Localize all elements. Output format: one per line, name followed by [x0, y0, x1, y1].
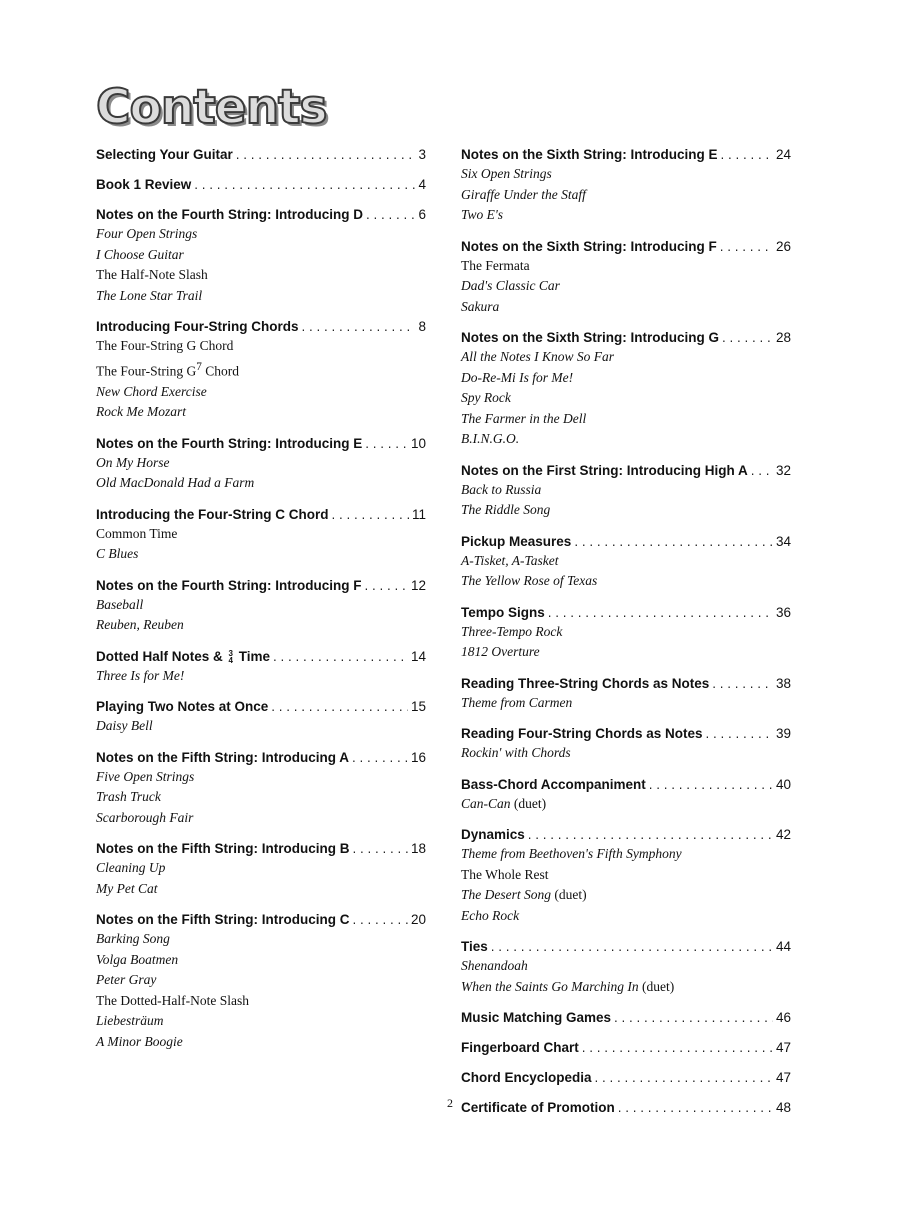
toc-entry — [96, 145, 426, 164]
toc-page-number: 28 — [775, 330, 791, 345]
leader-dots — [301, 317, 415, 336]
toc-subitem: Barking Song — [96, 931, 170, 946]
toc-heading-title: Notes on the Sixth String: Introducing F — [461, 238, 717, 254]
leader-dots — [528, 825, 773, 844]
toc-subitem: Reuben, Reuben — [96, 617, 184, 632]
leader-dots — [364, 576, 408, 595]
toc-heading-title: Playing Two Notes at Once — [96, 699, 269, 714]
toc-page-number: 11 — [411, 506, 426, 522]
toc-page-number: 12 — [410, 577, 426, 593]
toc-heading — [461, 937, 791, 956]
toc-heading-title: Fingerboard Chart — [461, 1040, 579, 1055]
toc-heading-title: Selecting Your Guitar — [96, 147, 233, 162]
toc-page-number: 46 — [775, 1010, 791, 1025]
toc-heading-title: Reading Four-String Chords as Notes — [461, 726, 703, 741]
leader-dots — [331, 505, 409, 524]
toc-heading — [461, 775, 791, 794]
toc-heading — [461, 1068, 791, 1087]
toc-subitem: Cleaning Up — [96, 860, 166, 875]
toc-heading — [96, 748, 426, 767]
toc-subitem: The Half-Note Slash — [96, 267, 208, 282]
toc-subitem: Back to Russia — [461, 481, 542, 497]
toc-entry — [461, 603, 791, 663]
toc-entry — [461, 461, 791, 521]
toc-heading — [96, 839, 426, 858]
toc-page-number: 14 — [410, 648, 426, 664]
toc-heading-title: Introducing the Four-String C Chord — [96, 506, 329, 522]
toc-heading — [461, 145, 791, 164]
toc-heading-title: Notes on the Fifth String: Introducing C — [96, 912, 350, 927]
toc-page-number: 15 — [410, 699, 426, 714]
toc-heading — [96, 205, 426, 224]
toc-heading-title: Notes on the Sixth String: Introducing G — [461, 330, 719, 345]
toc-subitem: Sakura — [461, 298, 500, 314]
toc-subitem: Scarborough Fair — [96, 809, 194, 825]
toc-subitem: Theme from Beethoven's Fifth Symphony — [461, 846, 682, 861]
toc-page-number: 39 — [775, 726, 791, 741]
toc-subitem: Three Is for Me! — [96, 667, 185, 683]
toc-entry — [461, 1068, 791, 1087]
toc-heading-title: Ties — [461, 939, 488, 954]
toc-heading-title: Notes on the Fifth String: Introducing B — [96, 841, 350, 856]
leader-dots — [721, 145, 773, 164]
toc-heading-title: Chord Encyclopedia — [461, 1070, 592, 1085]
toc-subitem: The Lone Star Trail — [96, 287, 203, 303]
toc-heading-title: Notes on the Fifth String: Introducing A — [96, 749, 349, 765]
leader-dots — [595, 1068, 773, 1087]
toc-heading-title: Introducing Four-String Chords — [96, 319, 299, 334]
leader-dots — [491, 937, 773, 956]
toc-subitem: The Whole Rest — [461, 866, 549, 882]
leader-dots — [722, 328, 773, 347]
toc-page-number: 6 — [418, 207, 426, 222]
leader-dots — [352, 748, 408, 767]
toc-subitem: Giraffe Under the Staff — [461, 186, 586, 202]
leader-dots — [273, 647, 408, 666]
toc-entry — [96, 317, 426, 423]
leader-dots — [352, 910, 408, 929]
toc-page-number: 36 — [775, 604, 791, 620]
toc-heading — [96, 505, 426, 524]
duet-note: (duet) — [638, 978, 675, 994]
toc-heading-title: Tempo Signs — [461, 604, 545, 620]
duet-note: (duet) — [551, 887, 587, 902]
toc-subitem: The Farmer in the Dell — [461, 410, 587, 426]
toc-heading — [96, 647, 426, 666]
toc-heading-title: Dynamics — [461, 827, 525, 842]
toc-subitem: B.I.N.G.O. — [461, 431, 520, 446]
toc-page-number: 8 — [418, 319, 426, 334]
toc-subitem: A Minor Boogie — [96, 1033, 183, 1049]
toc-heading — [96, 317, 426, 336]
toc-heading — [461, 724, 791, 743]
toc-entry — [96, 647, 426, 687]
toc-subitem: 1812 Overture — [461, 644, 540, 659]
toc-subitem: Shenandoah — [461, 958, 528, 973]
toc-subitem: Four Open Strings — [96, 226, 198, 241]
toc-entry — [96, 505, 426, 565]
toc-entry — [461, 674, 791, 714]
time-signature-top: 3 — [228, 648, 233, 658]
toc-subitem: A-Tisket, A-Tasket — [461, 552, 559, 568]
toc-page-number: 47 — [775, 1070, 791, 1085]
toc-subitem: Two E's — [461, 207, 504, 222]
toc-entry — [461, 775, 791, 815]
toc-heading — [96, 697, 426, 716]
toc-heading — [96, 576, 426, 595]
toc-heading — [461, 237, 791, 256]
leader-dots — [614, 1008, 773, 1027]
toc-subitem: On My Horse — [96, 454, 170, 470]
leader-dots — [720, 237, 773, 256]
leader-dots — [751, 461, 773, 480]
leader-dots — [706, 724, 773, 743]
toc-subitem: The Riddle Song — [461, 502, 551, 517]
toc-subitem: Spy Rock — [461, 390, 511, 405]
toc-heading — [461, 1008, 791, 1027]
toc-heading — [96, 910, 426, 929]
toc-left-column — [96, 145, 426, 1063]
toc-subitem: The Yellow Rose of Texas — [461, 573, 598, 588]
toc-page-number: 34 — [775, 533, 791, 549]
time-signature — [229, 650, 233, 664]
time-signature-bottom: 4 — [228, 655, 233, 665]
toc-heading-title: Dotted Half Notes & 3 4 Time — [96, 648, 270, 665]
toc-subitem: When the Saints Go Marching In (duet) — [461, 978, 675, 994]
toc-page-number: 20 — [410, 912, 426, 927]
toc-subitem: C Blues — [96, 546, 139, 561]
toc-subitem: All the Notes I Know So Far — [461, 349, 614, 364]
toc-entry — [96, 697, 426, 737]
toc-heading-title: Bass-Chord Accompaniment — [461, 776, 646, 792]
toc-entry — [461, 237, 791, 318]
toc-subitem: Old MacDonald Had a Farm — [96, 475, 255, 490]
toc-entry — [96, 748, 426, 829]
toc-subitem: New Chord Exercise — [96, 383, 207, 399]
toc-subitem: Dad's Classic Car — [461, 278, 560, 293]
toc-subitem: Five Open Strings — [96, 768, 195, 784]
toc-subitem: Six Open Strings — [461, 166, 552, 181]
toc-entry — [461, 825, 791, 926]
leader-dots — [271, 697, 408, 716]
toc-page-number: 16 — [410, 749, 426, 765]
toc-subitem: Common Time — [96, 525, 178, 541]
toc-page-number: 48 — [775, 1100, 791, 1115]
toc-page-number: 38 — [775, 675, 791, 691]
toc-heading — [461, 825, 791, 844]
toc-page-number: 40 — [775, 776, 791, 792]
toc-page-number: 18 — [410, 841, 426, 856]
toc-entry — [96, 205, 426, 306]
leader-dots — [574, 532, 773, 551]
toc-subitem: Trash Truck — [96, 789, 161, 804]
toc-entry — [461, 724, 791, 764]
toc-entry — [461, 937, 791, 997]
leader-dots — [365, 434, 408, 453]
toc-heading-title: Notes on the Sixth String: Introducing E — [461, 147, 718, 162]
toc-heading-title: Music Matching Games — [461, 1010, 612, 1025]
leader-dots — [366, 205, 416, 224]
toc-right-column — [461, 145, 791, 1128]
page-title: Contents — [96, 80, 327, 135]
duet-note: (duet) — [510, 795, 547, 811]
toc-subitem: My Pet Cat — [96, 880, 158, 896]
toc-subitem: Do-Re-Mi Is for Me! — [461, 369, 574, 385]
toc-heading-title: Book 1 Review — [96, 177, 192, 192]
toc-subitem: The Fermata — [461, 257, 530, 273]
leader-dots — [548, 603, 773, 622]
page-number: 2 — [447, 1096, 453, 1110]
leader-dots — [649, 775, 773, 794]
toc-page-number: 47 — [775, 1040, 791, 1055]
toc-page-number: 26 — [775, 238, 791, 254]
toc-subitem: Peter Gray — [96, 972, 157, 987]
toc-subitem: Rockin' with Chords — [461, 745, 571, 760]
leader-dots — [352, 839, 408, 858]
toc-entry — [96, 175, 426, 194]
toc-heading — [96, 434, 426, 453]
toc-heading-title: Notes on the First String: Introducing High A — [461, 462, 748, 478]
toc-heading-title: Reading Three-String Chords as Notes — [461, 675, 710, 691]
toc-subitem: I Choose Guitar — [96, 246, 184, 262]
toc-heading-title: Notes on the Fourth String: Introducing D — [96, 207, 363, 222]
toc-entry — [96, 839, 426, 899]
toc-subitem: Theme from Carmen — [461, 694, 573, 710]
toc-entry — [96, 576, 426, 636]
toc-entry — [461, 1038, 791, 1057]
toc-heading — [461, 603, 791, 622]
toc-entry — [461, 532, 791, 592]
toc-subitem: The Desert Song (duet) — [461, 887, 587, 902]
toc-heading — [461, 461, 791, 480]
toc-subitem: The Four-String $G^7$ Chord — [96, 360, 239, 378]
toc-page-number: 44 — [775, 939, 791, 954]
toc-heading — [96, 145, 426, 164]
toc-heading — [461, 1038, 791, 1057]
toc-subitem: The Dotted-Half-Note Slash — [96, 992, 249, 1008]
toc-subitem: The Four-String G Chord — [96, 338, 234, 353]
toc-entry — [96, 910, 426, 1052]
toc-heading-title: Pickup Measures — [461, 533, 572, 549]
toc-entry — [461, 328, 791, 450]
toc-subitem: Can-Can (duet) — [461, 795, 547, 811]
toc-subitem: Daisy Bell — [96, 718, 153, 733]
toc-subitem: Rock Me Mozart — [96, 404, 186, 419]
toc-entry — [96, 434, 426, 494]
toc-page-number: 42 — [775, 827, 791, 842]
toc-heading — [461, 328, 791, 347]
toc-heading — [461, 532, 791, 551]
toc-subitem: Three-Tempo Rock — [461, 623, 563, 639]
toc-entry — [461, 1008, 791, 1027]
leader-dots — [582, 1038, 773, 1057]
toc-page-number: 10 — [410, 435, 426, 451]
toc-heading-title: Notes on the Fourth String: Introducing F — [96, 577, 362, 593]
toc-page-number: 4 — [418, 177, 426, 192]
toc-page-number: 3 — [418, 147, 426, 162]
toc-page-number: 32 — [775, 462, 791, 478]
leader-dots — [712, 674, 773, 693]
toc-heading-title: Certificate of Promotion — [461, 1100, 615, 1115]
toc-heading-title: Notes on the Fourth String: Introducing E — [96, 435, 363, 451]
toc-subitem: Baseball — [96, 596, 144, 612]
toc-subitem: Echo Rock — [461, 907, 520, 923]
leader-dots — [194, 175, 415, 194]
toc-heading — [96, 175, 426, 194]
superscript: 7 — [196, 360, 202, 373]
toc-page-number: 24 — [775, 147, 791, 162]
leader-dots — [236, 145, 416, 164]
toc-subitem: Liebesträum — [96, 1013, 164, 1028]
toc-entry — [461, 145, 791, 226]
toc-heading — [461, 674, 791, 693]
toc-subitem: Volga Boatmen — [96, 951, 179, 967]
